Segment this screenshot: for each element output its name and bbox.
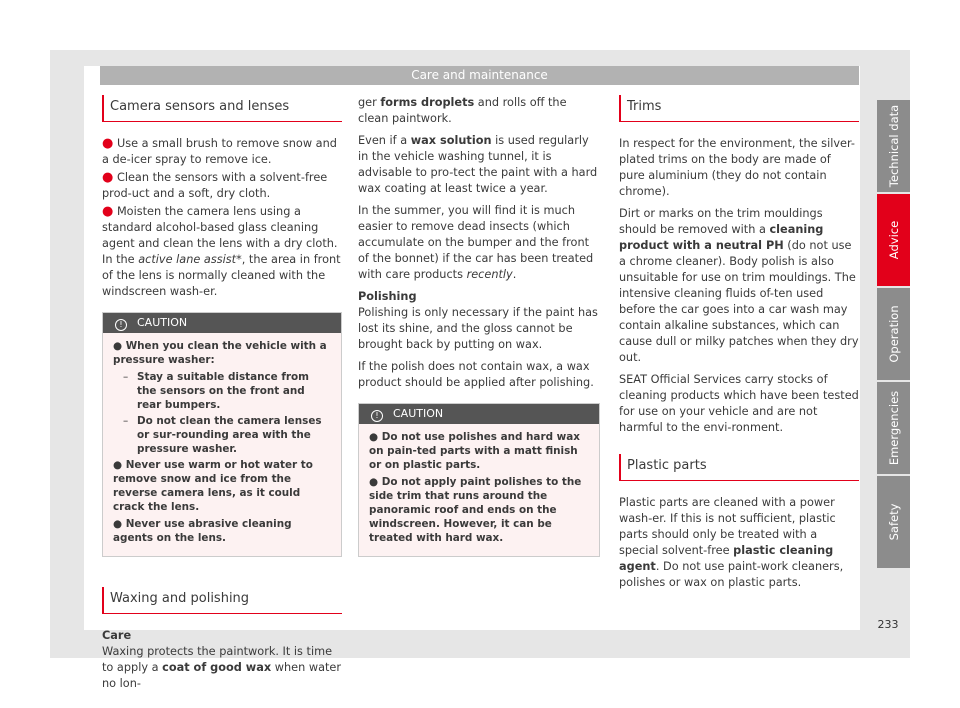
section-title-plastic: Plastic parts (619, 454, 859, 481)
polishing-heading: Polishing (358, 290, 417, 303)
section-title-trims: Trims (619, 95, 859, 122)
page-number: 233 (877, 618, 899, 631)
list-item (102, 204, 342, 300)
caution-label: CAUTION (137, 316, 188, 329)
paragraph: If the polish does not contain wax, a wax product should be applied after polishing. (358, 360, 594, 389)
chapter-header: Care and maintenance (100, 66, 859, 85)
bullet-text-italic: active lane assist (138, 253, 237, 266)
paragraph (358, 203, 600, 283)
paragraph (619, 495, 859, 591)
text: Plastic parts are cleaned with a power wash-er. If this is not sufficient, plastic parts should only be treated with a special solvent-free (619, 496, 836, 557)
caution-box (102, 312, 342, 557)
bullet-icon: ● (113, 459, 126, 471)
caution-text: Do not use polishes and hard wax on pain-ted parts with a matt finish or on plastic parts. (369, 431, 580, 471)
caution-header (103, 313, 341, 333)
text: when water no lon- (102, 661, 342, 690)
paragraph: SEAT Official Services carry stocks of cleaning products which have been tested for use on your vehicle and are not harmful to the envi-ronment. (619, 373, 859, 434)
text-bold: coat of good wax (162, 661, 272, 674)
caution-text: Do not apply paint polishes to the side trim that runs around the panoramic roof and ends on the windscreen. However, it can be treated with hard wax. (369, 476, 582, 544)
bullet-text: Use a small brush to remove snow and a de-icer spray to remove ice. (102, 137, 337, 166)
bullet-text: Moisten the camera lens using a standard alcohol-based glass cleaning agent and clean the lens with a dry cloth. In the (102, 205, 338, 266)
caution-header (359, 404, 599, 424)
tab-safety[interactable] (877, 476, 910, 568)
column-left (102, 95, 342, 698)
paragraph (358, 95, 600, 127)
paragraph (358, 133, 600, 197)
bullet-text: Clean the sensors with a solvent-free prod-uct and a soft, dry cloth. (102, 171, 328, 200)
bullet-icon: ● (102, 204, 114, 219)
bullet-icon: ● (113, 518, 126, 530)
text-italic: recently (466, 268, 513, 281)
paragraph (619, 206, 859, 366)
list-item (102, 136, 342, 168)
tab-technical-data[interactable] (877, 100, 910, 192)
text: . (512, 268, 517, 281)
care-heading: Care (102, 629, 132, 642)
text: is used regularly in the vehicle washing tunnel, it is advisable to pro-tect the paint with a hard wax coating at least twice a year. (358, 134, 598, 195)
caution-item (113, 517, 331, 545)
caution-body (103, 333, 341, 556)
bullet-icon: ● (102, 170, 114, 185)
bullet-icon: ● (113, 340, 126, 352)
paragraph (102, 644, 342, 692)
bullet-text: *, the area in front of the lens is normally cleaned with the windscreen wash-er. (102, 253, 341, 298)
tab-advice[interactable] (877, 194, 910, 286)
text: and rolls off the clean paintwork. (358, 96, 567, 125)
text: ger (358, 96, 381, 109)
caution-text: Never use warm or hot water to remove snow and ice from the reverse camera lens, as it could crack the lens. (113, 459, 313, 513)
text-bold: forms droplets (380, 96, 475, 109)
text: Dirt or marks on the trim mouldings should be removed with a (619, 207, 823, 236)
tab-label: Operation (886, 305, 901, 363)
text: Even if a (358, 134, 411, 147)
caution-item (369, 475, 589, 545)
bullet-icon: ● (102, 136, 114, 151)
caution-subitem (113, 414, 331, 456)
paragraph: Polishing is only necessary if the paint has lost its shine, and the gloss cannot be brought back by putting on wax. (358, 306, 598, 351)
caution-item (369, 430, 589, 472)
text-bold: cleaning product with a neutral PH (619, 223, 824, 252)
tab-operation[interactable] (877, 288, 910, 380)
caution-text: When you clean the vehicle with a pressure washer: (113, 340, 327, 366)
text: In the summer, you will find it is much easier to remove dead insects (which accumulate on the bumper and the front of the bonnet) if the car has been treated with care products (358, 204, 594, 281)
tab-label: Emergencies (886, 390, 901, 466)
caution-item (113, 458, 331, 514)
tab-label: Technical data (886, 104, 901, 188)
text: . Do not use paint-work cleaners, polishes or wax on plastic parts. (619, 560, 844, 589)
caution-text: Do not clean the camera lenses or sur-rounding area with the pressure washer. (137, 415, 322, 455)
section-title-waxing: Waxing and polishing (102, 587, 342, 614)
caution-label: CAUTION (393, 407, 444, 420)
warning-icon: ! (115, 319, 127, 331)
warning-icon: ! (371, 410, 383, 422)
caution-text: Stay a suitable distance from the sensors on the front and rear bumpers. (137, 371, 309, 411)
dash-icon: – (123, 415, 129, 427)
caution-subitem (113, 370, 331, 412)
section-title-camera: Camera sensors and lenses (102, 95, 342, 122)
paragraph: In respect for the environment, the silver-plated trims on the body are made of pure aluminium (they do not contain chrome). (619, 137, 855, 198)
text-bold: wax solution (410, 134, 492, 147)
tab-label: Advice (886, 220, 901, 260)
column-middle (358, 95, 600, 573)
dash-icon: – (123, 371, 129, 383)
column-right (619, 95, 859, 597)
caution-item (113, 339, 331, 367)
list-item (102, 170, 342, 202)
bullet-icon: ● (369, 476, 382, 488)
caution-box (358, 403, 600, 557)
chapter-tabs (877, 100, 910, 570)
caution-body (359, 424, 599, 556)
bullet-icon: ● (369, 431, 382, 443)
text-bold: plastic cleaning agent (619, 544, 834, 573)
text: Waxing protects the paintwork. It is time to apply a (102, 645, 333, 674)
text: (do not use a chrome cleaner). Body polish is also unsuitable for use on trim mouldings. The intensive cleaning fluids of-ten used before the car goes into a car wash may contain alkaline substances, which can cause dull or milky patches when they dry out. (619, 239, 859, 364)
tab-emergencies[interactable] (877, 382, 910, 474)
tab-label: Safety (886, 503, 901, 541)
caution-text: Never use abrasive cleaning agents on the lens. (113, 518, 292, 544)
